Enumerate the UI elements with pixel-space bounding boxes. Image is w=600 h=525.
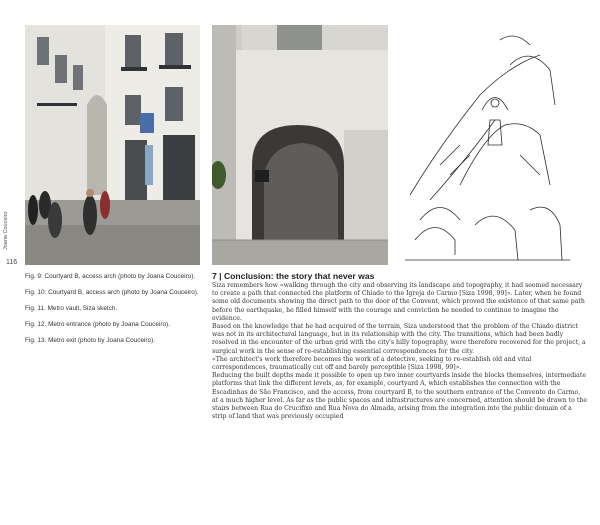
caption-fig-11: Fig. 11. Metro vault, Siza sketch.	[25, 305, 118, 312]
photo-access-arch	[212, 25, 388, 265]
sketch-illustration	[400, 25, 576, 265]
section-body	[212, 282, 587, 421]
paragraph-2: Based on the knowledge that he had acquired of the terrain, Siza understood that the problem of the Chiado district was not in its architectural language, but in its relationship with the city. The transitions, which had been badly resolved in the encounter of the urban grid with the city's hilly topography, were therefore recovered for the project, a surgical work in the sense of re-establishing essential correspondences for the city.	[212, 323, 586, 355]
siza-sketch-metro-vault	[400, 25, 576, 265]
street-photo-illustration	[25, 25, 200, 265]
caption-fig-13: Fig. 13. Metro exit (photo by Joana Couceiro).	[25, 337, 156, 344]
photo-courtyard-street	[25, 25, 200, 265]
caption-fig-9: Fig. 9: Courtyard B, access arch (photo by Joana Couceiro).	[25, 273, 196, 280]
caption-fig-10: Fig. 10: Courtyard B, access arch (photo by Joana Couceiro).	[25, 289, 199, 296]
page-number: 116	[6, 259, 18, 266]
paragraph-3: «The architect's work therefore becomes the work of a detective, seeking to re-establish old and vital correspondences, traumatically cut off and barely perceptible [Siza 1998, 99]».	[212, 355, 532, 372]
section-heading: 7 | Conclusion: the story that never was	[212, 271, 375, 281]
paragraph-4: Reducing the built depths made it possible to open up two inner courtyards inside the blocks themselves, intermediate platforms that link the different levels, as, for example, courtyard A, which establishes the connection with the Escadinhas de São Francisco, and the access, from courtyard B, to the southern entrance of the Convento do Carmo, at a much higher level. As far as the public spaces and infrastructures are concerned, attention should be drawn to the stairs between Rua do Crucifixo and Rua Nova do Almada, arising from the integration into the public domain of a strip of land that was previously occupied	[212, 372, 587, 421]
author-credit: Joana Couceiro	[3, 211, 9, 250]
figure-captions	[25, 272, 205, 352]
caption-fig-12: Fig. 12. Metro entrance (photo by Joana Couceiro).	[25, 321, 170, 328]
paragraph-1: Siza remembers how «walking through the city and observing its landscape and topography, it had seemed necessary to create a path that connected the platform of Chiado to the Igreja do Carmo [Siza 1998, 99]». Later, when he found some old documents showing the direct path to the door of the Convent, which proved the existence of that same path before the earthquake, he filled himself with the courage and conviction he needed to continue to imagine the evidence.	[212, 282, 585, 322]
arch-photo-illustration	[212, 25, 388, 265]
